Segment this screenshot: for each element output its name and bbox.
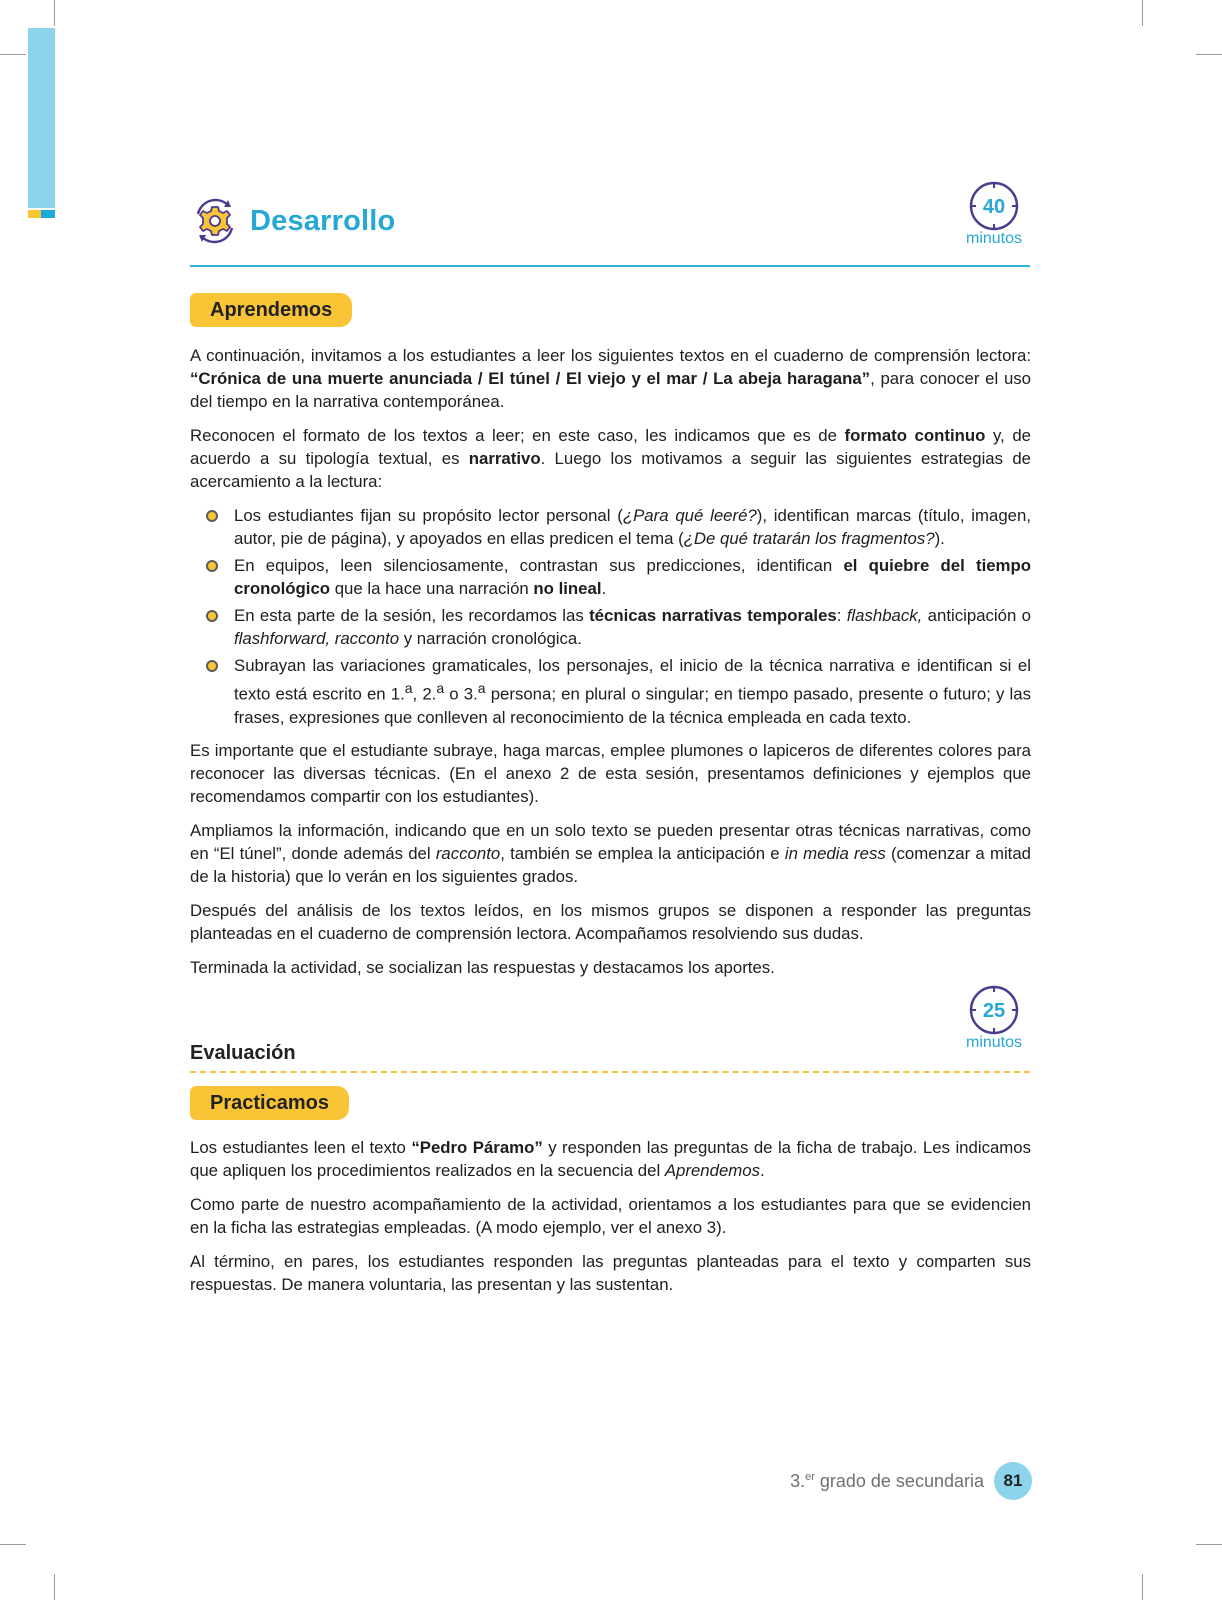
evaluacion-title: Evaluación [190, 1042, 296, 1064]
crop-mark [1142, 0, 1143, 26]
paragraph: Terminada la actividad, se socializan las respuestas y destacamos los aportes. [190, 957, 775, 977]
side-accent-blue [41, 210, 55, 218]
side-accent-yellow [28, 210, 41, 218]
paragraph: Después del análisis de los textos leídos, en los mismos grupos se disponen a responder las preguntas planteadas en el cuaderno de comprensión lectora. Acompañamos resolviendo sus dudas. [190, 900, 1031, 943]
timer-badge-evaluacion [958, 984, 1030, 1052]
list-item: En esta parte de la sesión, les recordamos las técnicas narrativas temporales: flashback, anticipación o flashforward, racconto y narración cronológica. [190, 604, 1031, 650]
page-footer [790, 1462, 1032, 1500]
aprendemos-label: Aprendemos [190, 293, 352, 327]
grade-label: 3.$^{er}$ grado de secundaria [790, 1470, 984, 1491]
section-divider [190, 265, 1030, 267]
section-title: Desarrollo [250, 204, 396, 237]
crop-mark [1196, 54, 1222, 55]
crop-mark [0, 54, 26, 55]
side-color-band [28, 28, 55, 208]
timer-value: 25 [982, 1000, 1006, 1022]
stopwatch-icon [967, 984, 1021, 1036]
paragraph: Al término, en pares, los estudiantes responden las preguntas planteadas para el texto y comparten sus respuestas. De manera voluntaria, las presentan y las sustentan. [190, 1252, 1031, 1294]
evaluacion-divider [190, 1071, 1030, 1073]
timer-value: 40 [982, 196, 1006, 218]
section-header [190, 196, 395, 246]
strategy-list [190, 504, 1031, 729]
stopwatch-icon [967, 180, 1021, 232]
crop-mark [1196, 1544, 1222, 1545]
timer-unit: minutos [965, 230, 1023, 247]
timer-badge-desarrollo [958, 180, 1030, 248]
paragraph: Reconocen el formato de los textos a leer; en este caso, les indicamos que es de formato continuo y, de acuerdo a su tipología textual, es narrativo. Luego los motivamos a seguir las siguientes estrategias de acercamiento a la lectura: [190, 426, 1031, 491]
list-item: Los estudiantes fijan su propósito lector personal (¿Para qué leeré?), identifican marcas (título, imagen, autor, pie de página), y apoyados en ellas predicen el tema (¿De qué tratarán los fragmentos?). [190, 504, 1031, 550]
evaluacion-body [190, 1136, 1031, 1307]
practicamos-label: Practicamos [190, 1086, 349, 1120]
aprendemos-body [190, 344, 1031, 990]
crop-mark [0, 1544, 26, 1545]
paragraph: Como parte de nuestro acompañamiento de la actividad, orientamos a los estudiantes para que se evidencien en la ficha las estrategias empleadas. (A modo ejemplo, ver el anexo 3). [190, 1195, 1031, 1237]
timer-unit: minutos [965, 1034, 1023, 1051]
paragraph: A continuación, invitamos a los estudiantes a leer los siguientes textos en el cuaderno de comprensión lectora: “Crónica de una muerte anunciada / El túnel / El viejo y el mar / La abeja haragana”, para conocer el uso del tiempo en la narrativa contemporánea. [190, 346, 1031, 411]
page-number: 81 [994, 1462, 1032, 1500]
list-item: Subrayan las variaciones gramaticales, los personajes, el inicio de la técnica narrativa e identifican si el texto está escrito en 1.$^a$, 2.$^a$ o 3.$^a$ persona; en plural o singular; en tiempo pasado, presente o futuro; y las frases, expresiones que conlleven al reconocimiento de la técnica empleada en cada texto. [190, 654, 1031, 729]
paragraph: Los estudiantes leen el texto “Pedro Páramo” y responden las preguntas de la ficha de trabajo. Les indicamos que apliquen los procedimientos realizados en la secuencia del Aprendemos. [190, 1138, 1031, 1180]
gear-icon [190, 196, 240, 246]
paragraph: Es importante que el estudiante subraye, haga marcas, emplee plumones o lapiceros de diferentes colores para reconocer las diversas técnicas. (En el anexo 2 de esta sesión, presentamos definiciones y ejemplos que recomendamos compartir con los estudiantes). [190, 740, 1031, 806]
crop-mark [54, 1574, 55, 1600]
list-item: En equipos, leen silenciosamente, contrastan sus predicciones, identifican el quiebre del tiempo cronológico que la hace una narración no lineal. [190, 554, 1031, 600]
crop-mark [54, 0, 55, 26]
crop-mark [1142, 1574, 1143, 1600]
paragraph: Ampliamos la información, indicando que en un solo texto se pueden presentar otras técnicas narrativas, como en “El túnel”, donde además del racconto, también se emplea la anticipación e in media ress (comenzar a mitad de la historia) que lo verán en los siguientes grados. [190, 820, 1031, 886]
